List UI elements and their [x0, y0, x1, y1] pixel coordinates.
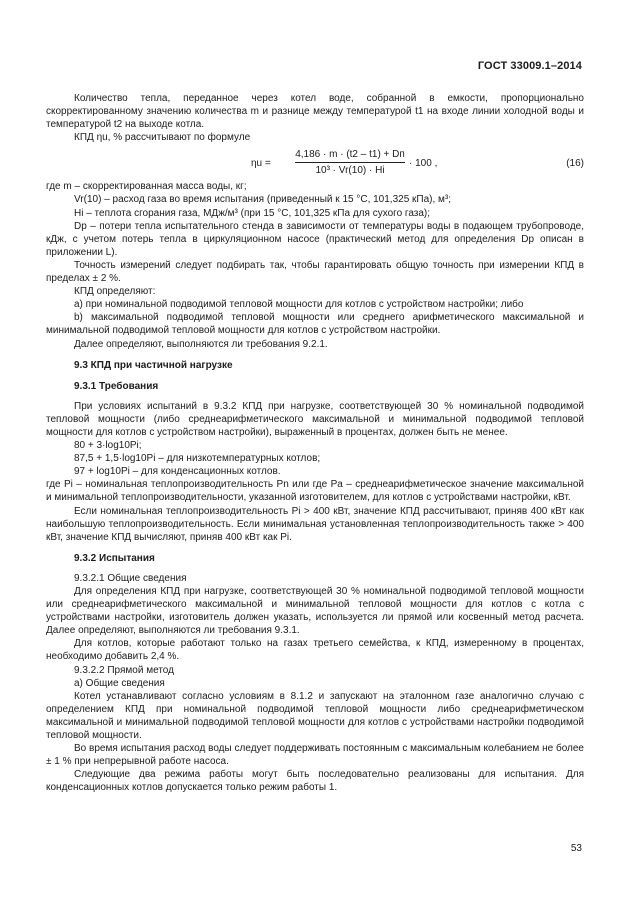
where-h: Hi – теплота сгорания газа, МДж/м³ (при 15 °С, 101,325 кПа для сухого газа);: [74, 207, 431, 219]
section-9-3-1-title: 9.3.1 Требования: [74, 380, 159, 392]
where-v: Vr(10) – расход газа во время испытания (приведенный к 15 °С, 101,325 кПа), м³;: [74, 194, 452, 206]
where-m: где m – скорректированная масса воды, кг;: [46, 181, 247, 193]
formula-line-2: 87,5 + 1,5·log10Pi – для низкотемпературных котлов;: [74, 453, 321, 465]
document-code: ГОСТ 33009.1–2014: [477, 60, 582, 72]
section-9-3-2-1-title: 9.3.2.1 Общие сведения: [74, 572, 187, 584]
section-9-3-2-1-text: Для определения КПД при нагрузке, соответствующей 30 % номинальной подводимой тепловой мощности или среднеарифметического максимальной и минимальной тепловой мощности для котлов с котла с устройствами настройки, изготовитель должен указать, используется ли прямой или косвенный метод расчета. Далее определяют, выполняются ли требования 9.3.1.: [46, 586, 584, 637]
formula-line-3: 97 + log10Pi – для конденсационных котлов.: [74, 466, 281, 478]
efficiency-formula: [46, 148, 584, 178]
section-9-3-title: 9.3 КПД при частичной нагрузке: [74, 359, 233, 371]
section-9-3-2-title: 9.3.2 Испытания: [74, 552, 155, 564]
section-9-3-1-text: При условиях испытаний в 9.3.2 КПД при нагрузке, соответствующей 30 % номинальной подводимой тепловой мощности (либо среднеарифметического максимальной и минимальной подводимой тепловой мощности для котлов с устройством настройки), выраженный в процентах, должен быть не менее.: [46, 400, 584, 438]
formula-numerator: 4,186 · m · (t2 – t1) + Dп: [295, 148, 405, 163]
third-family-paragraph: Для котлов, которые работают только на газах третьего семейства, к КПД, измеренному в процентах, необходимо добавить 2,4 %.: [46, 638, 584, 663]
formula-expression: [251, 148, 471, 178]
list-item-a: a) при номинальной подводимой тепловой мощности для котлов с устройством настройки; либо: [74, 299, 524, 311]
next-requirement: Далее определяют, выполняются ли требования 9.2.1.: [74, 338, 328, 350]
formula-lhs: ηu =: [251, 158, 271, 170]
page-number: 53: [570, 843, 582, 854]
equation-number: (16): [566, 158, 584, 170]
intro-paragraph-2: КПД ηu, % рассчитывают по формуле: [74, 132, 251, 144]
subsection-a-text: Котел устанавливают согласно условиям в 8.1.2 и запускают на эталонном газе аналогично случаю с определением КПД при номинальной подводимой тепловой мощности либо среднеарифметическом максимальной и минимальной подводимой тепловой мощности для котлов с устройствами настройки подводимой тепловой мощности.: [46, 690, 584, 742]
where-d: Dp – потери тепла испытательного стенда в зависимости от температуры воды в подающем трубопроводе, кДж, с учетом потерь тепла в циркуляционном насосе (практический метод для определения Dp описан в приложении L).: [46, 220, 584, 258]
nominal-condition: Если номинальная теплопроизводительность Pi > 400 кВт, значение КПД рассчитывают, приняв 400 кВт как наибольшую теплопроизводительность. Если минимальная установленная теплопроизводительность также > 400 кВт, значение КПД вычисляют, приняв 400 кВт как Pi.: [46, 505, 584, 543]
intro-paragraph-1: Количество тепла, переданное через котел воде, собранной в емкости, пропорционально скорректированному значению количества m и разнице между температурой t1 на входе линии холодной воды и температурой t2 на выходе котла.: [46, 93, 584, 131]
list-item-b: b) максимальной подводимой тепловой мощности или среднего арифметического максимальной и минимальной подводимой тепловой мощности для котлов с устройством настройки.: [46, 312, 584, 337]
section-9-3-2-2-title: 9.3.2.2 Прямой метод: [74, 664, 174, 676]
formula-line-1: 80 + 3·log10Pi;: [74, 440, 142, 452]
page-body: [46, 92, 584, 795]
accuracy-paragraph: Точность измерений следует подбирать так, чтобы гарантировать общую точность при измерении КПД в пределах ± 2 %.: [46, 259, 584, 285]
formula-denominator: 10³ · Vr(10) · Hi: [315, 165, 385, 177]
formula-tail: · 100 ,: [409, 158, 438, 170]
where-p: где Pi – номинальная теплопроизводительность Pn или где Pa – среднеарифметическое значение максимальной и минимальной теплопроизводительности, указанной изготовителем, для котлов с устройствами настройки, кВт.: [46, 479, 584, 504]
determined-paragraph: КПД определяют:: [74, 286, 156, 298]
modes-paragraph: Следующие два режима работы могут быть последовательно реализованы для испытания. Для конденсационных котлов допускается только режим работы 1.: [46, 769, 584, 794]
flow-paragraph: Во время испытания расход воды следует поддерживать постоянным с максимальным колебанием не более ± 1 % при непрерывной работе насоса.: [46, 743, 584, 768]
formula-fraction: [295, 148, 405, 177]
subsection-a-title: а) Общие сведения: [74, 677, 165, 689]
